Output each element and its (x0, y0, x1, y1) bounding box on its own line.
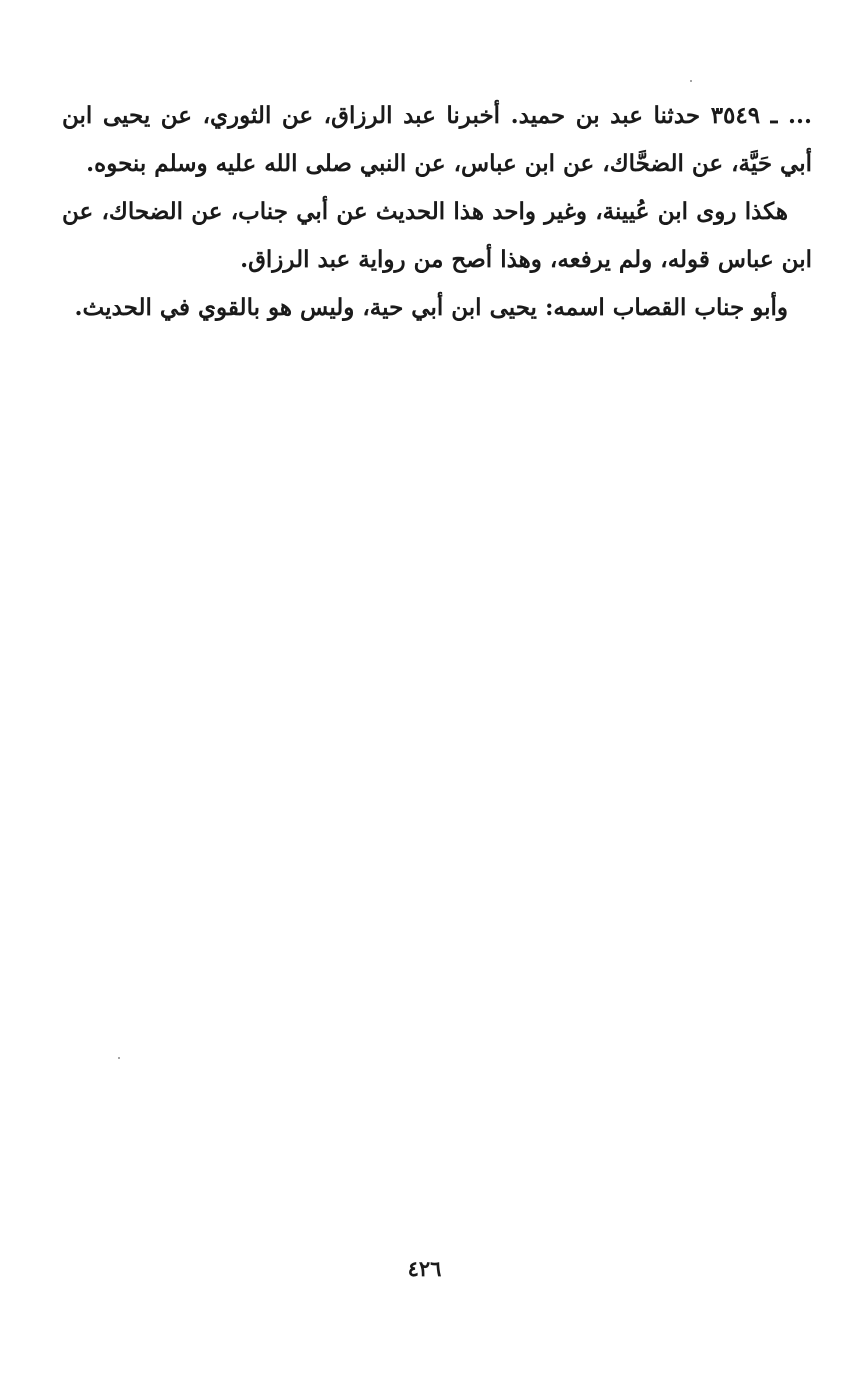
hadith-text-block (62, 92, 812, 332)
commentary-paragraph: هكذا روى ابن عُيينة، وغير واحد هذا الحديث عن أبي جناب، عن الضحاك، عن ابن عباس قوله، ولم يرفعه، وهذا أصح من رواية عبد الرزاق. (62, 198, 812, 273)
scan-speck (118, 1057, 120, 1059)
page-number: ٤٢٦ (407, 1256, 442, 1281)
scan-speck (690, 80, 692, 82)
narrator-note-paragraph: وأبو جناب القصاب اسمه: يحيى ابن أبي حية، وليس هو بالقوي في الحديث. (74, 294, 788, 321)
hadith-paragraph: ... ـ ٣٥٤٩ حدثنا عبد بن حميد. أخبرنا عبد الرزاق، عن الثوري، عن يحيى ابن أبي حَيَّة، عن الضحَّاك، عن ابن عباس، عن النبي صلى الله عليه وسلم بنحوه. (62, 102, 812, 177)
